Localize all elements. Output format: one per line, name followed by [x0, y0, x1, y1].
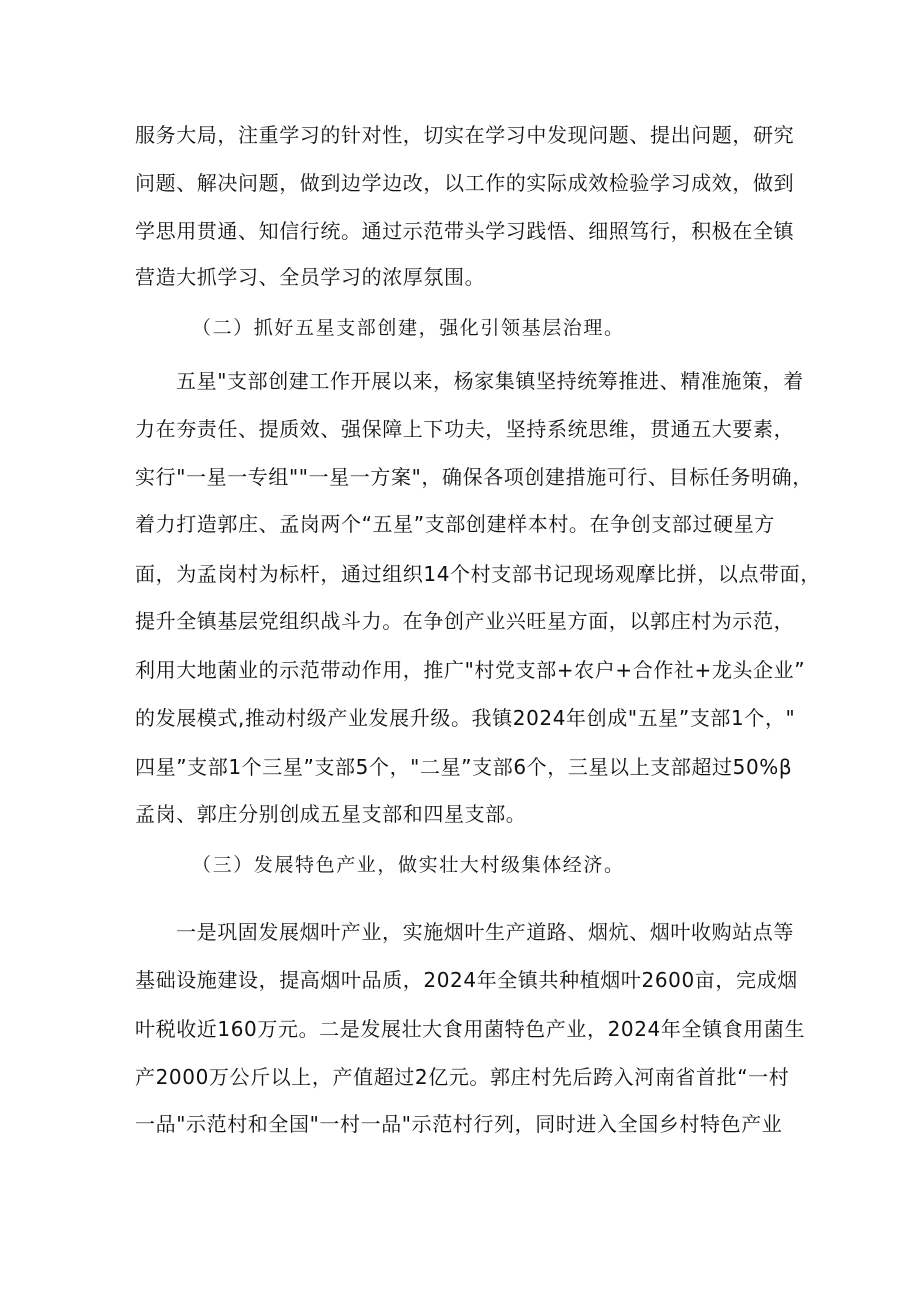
paragraph2-line-8: 的发展模式,推动村级产业发展升级。我镇2024年创成"五星”支部1个，" [135, 706, 796, 730]
paragraph2-line-9: 四星”支部1个三星”支部5个，"二星”支部6个，三星以上支部超过50%β [135, 755, 793, 779]
paragraph2-line-7: 利用大地菌业的示范带动作用，推广"村党支部+农户+合作社+龙头企业” [135, 658, 806, 682]
paragraph3-line-5: 一品"示范村和全国"一村一品"示范村行列，同时进入全国乡村特色产业 [135, 1112, 783, 1136]
paragraph2-line-5: 面，为孟岗村为标杆，通过组织14个村支部书记现场观摩比拼，以点带面， [135, 562, 821, 586]
paragraph1-line-3: 学思用贯通、知信行统。通过示范带头学习践悟、细照笃行，积极在全镇 [135, 219, 795, 243]
paragraph3-line-1: 一是巩固发展烟叶产业，实施烟叶生产道路、烟炕、烟叶收购站点等 [176, 920, 794, 944]
paragraph2-line-1: 五星"支部创建工作开展以来，杨家集镇坚持统筹推进、精准施策，着 [176, 369, 804, 393]
paragraph3-line-4: 产2000万公斤以上，产值超过2亿元。郭庄村先后跨入河南省首批“一村 [135, 1065, 790, 1089]
paragraph2-line-6: 提升全镇基层党组织战斗力。在争创产业兴旺星方面，以郭庄村为示范， [135, 609, 795, 633]
paragraph1-line-2: 问题、解决问题，做到边学边改，以工作的实际成效检验学习成效，做到 [135, 171, 795, 195]
section-heading-2: （二）抓好五星支部创建，强化引领基层治理。 [192, 317, 625, 339]
paragraph3-line-3: 叶税收近160万元。二是发展壮大食用菌特色产业，2024年全镇食用菌生 [135, 1017, 806, 1041]
paragraph2-line-4: 着力打造郭庄、孟岗两个“五星”支部创建样本村。在争创支部过硬星方 [135, 512, 775, 536]
paragraph2-line-3: 实行"一星一专组""一星一方案"，确保各项创建措施可行、目标任务明确， [135, 465, 813, 489]
section-heading-3: （三）发展特色产业，做实壮大村级集体经济。 [192, 854, 625, 876]
paragraph1-line-4: 营造大抓学习、全员学习的浓厚氛围。 [135, 265, 486, 289]
paragraph1-line-1: 服务大局，注重学习的针对性，切实在学习中发现问题、提出问题，研究 [135, 123, 795, 147]
paragraph3-line-2: 基础设施建设，提高烟叶品质，2024年全镇共种植烟叶2600亩，完成烟 [135, 968, 798, 992]
paragraph2-line-2: 力在夯责任、提质效、强保障上下功夫，坚持系统思维，贯通五大要素， [135, 417, 795, 441]
paragraph2-line-10: 孟岗、郭庄分别创成五星支部和四星支部。 [135, 802, 527, 826]
